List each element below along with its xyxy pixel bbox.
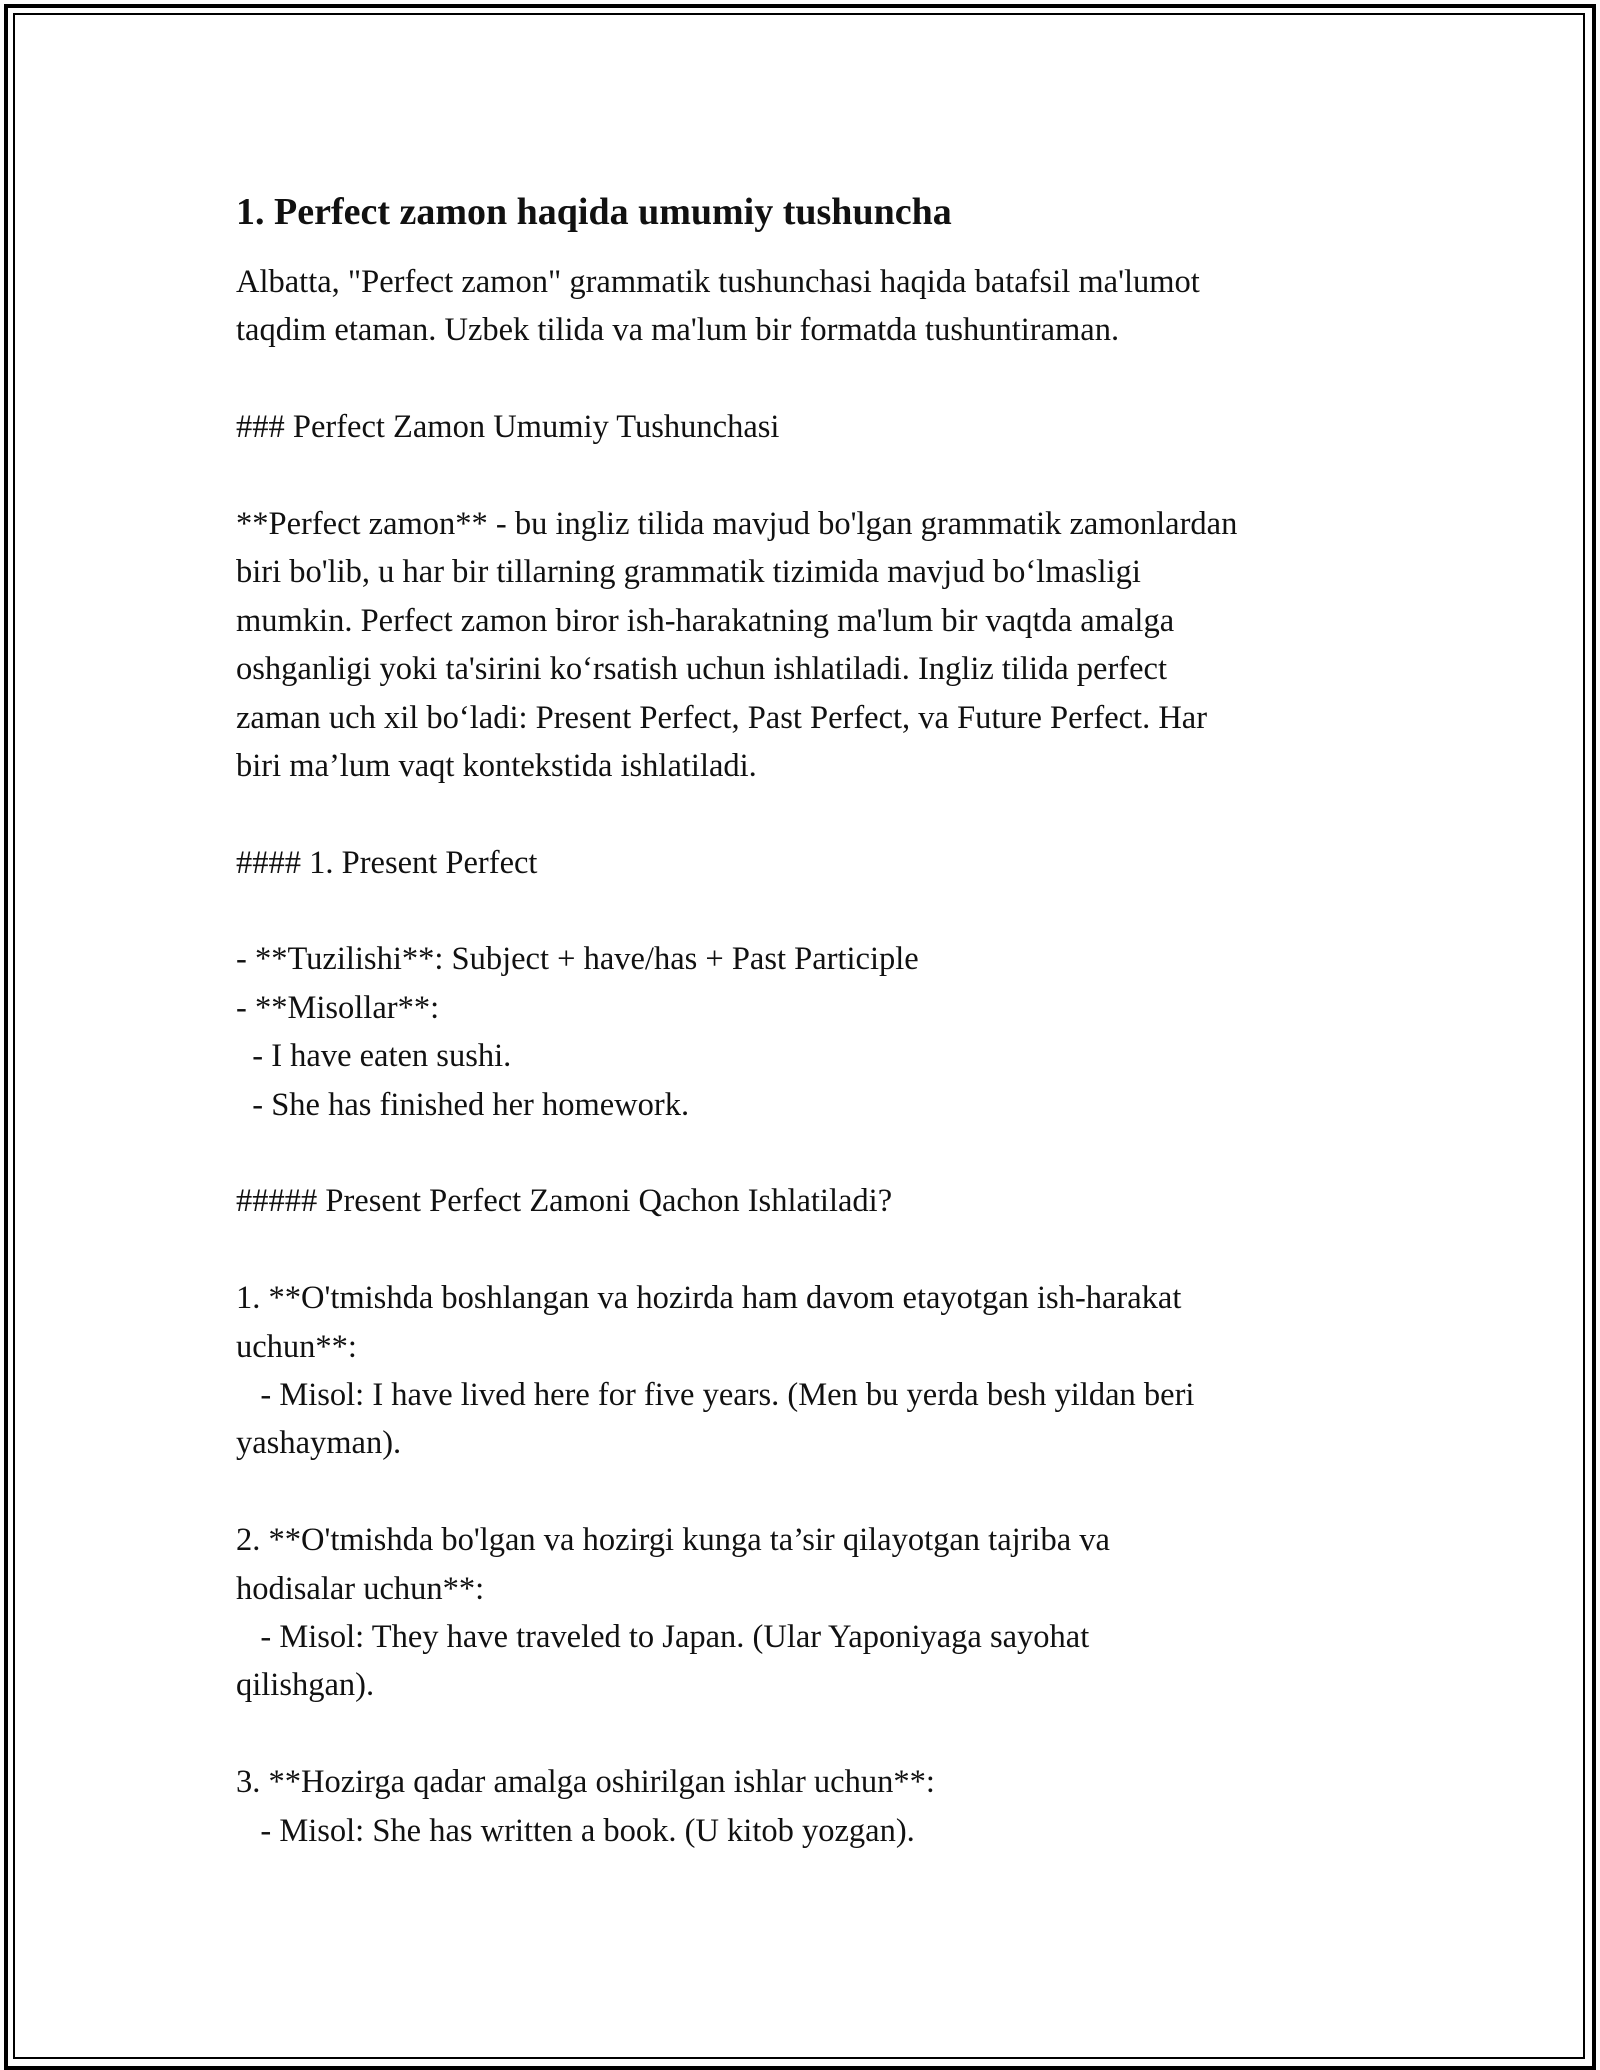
text-line: - Misol: They have traveled to Japan. (Ular Yaponiyaga sayohat [236,1618,1090,1655]
text-line: 1. **O'tmishda boshlangan va hozirda ham davom etayotgan ish-harakat [236,1280,1182,1317]
text-line: - Misol: She has written a book. (U kitob yozgan). [236,1812,915,1849]
document-text [236,258,1376,1855]
text-line: **Perfect zamon** - bu ingliz tilida mavjud bo'lgan grammatik zamonlardan [236,505,1238,542]
text-line: uchun**: [236,1328,357,1365]
text-line: oshganligi yoki ta'sirini ko‘rsatish uchun ishlatiladi. Ingliz tilida perfect [236,651,1168,688]
text-line: hodisalar uchun**: [236,1570,485,1607]
text-line: Albatta, "Perfect zamon" grammatik tushunchasi haqida batafsil ma'lumot [236,264,1200,300]
text-line: - Misol: I have lived here for five years. (Men bu yerda besh yildan beri [236,1376,1195,1413]
text-line: - **Misollar**: [236,989,440,1026]
text-line: taqdim etaman. Uzbek tilida va ma'lum bir formatda tushuntiraman. [236,312,1120,349]
blank-line [236,1710,1376,1758]
blank-line [236,1468,1376,1516]
blank-line [236,355,1376,403]
document-body [236,188,1376,1855]
text-line: - I have eaten sushi. [236,1038,512,1075]
text-line: zaman uch xil bo‘ladi: Present Perfect, Past Perfect, va Future Perfect. Har [236,699,1208,736]
blank-line [236,1129,1376,1177]
text-line: - **Tuzilishi**: Subject + have/has + Past Participle [236,941,919,978]
text-line: 2. **O'tmishda bo'lgan va hozirgi kunga ta’sir qilayotgan tajriba va [236,1522,1110,1559]
blank-line [236,887,1376,935]
text-line: 3. **Hozirga qadar amalga oshirilgan ishlar uchun**: [236,1764,935,1801]
text-line: ### Perfect Zamon Umumiy Tushunchasi [236,409,780,446]
text-line: #### 1. Present Perfect [236,844,538,881]
text-line: biri bo'lib, u har bir tillarning grammatik tizimida mavjud bo‘lmasligi [236,554,1141,591]
blank-line [236,1226,1376,1274]
text-line: qilishgan). [236,1667,375,1704]
text-line: yashayman). [236,1425,402,1462]
blank-line [236,452,1376,500]
text-line: ##### Present Perfect Zamoni Qachon Ishlatiladi? [236,1183,893,1220]
text-line: biri ma’lum vaqt kontekstida ishlatiladi. [236,747,757,784]
page-title: 1. Perfect zamon haqida umumiy tushuncha [236,191,952,233]
text-line: - She has finished her homework. [236,1086,690,1123]
blank-line [236,790,1376,838]
text-line: mumkin. Perfect zamon biror ish-harakatning ma'lum bir vaqtda amalga [236,602,1175,639]
